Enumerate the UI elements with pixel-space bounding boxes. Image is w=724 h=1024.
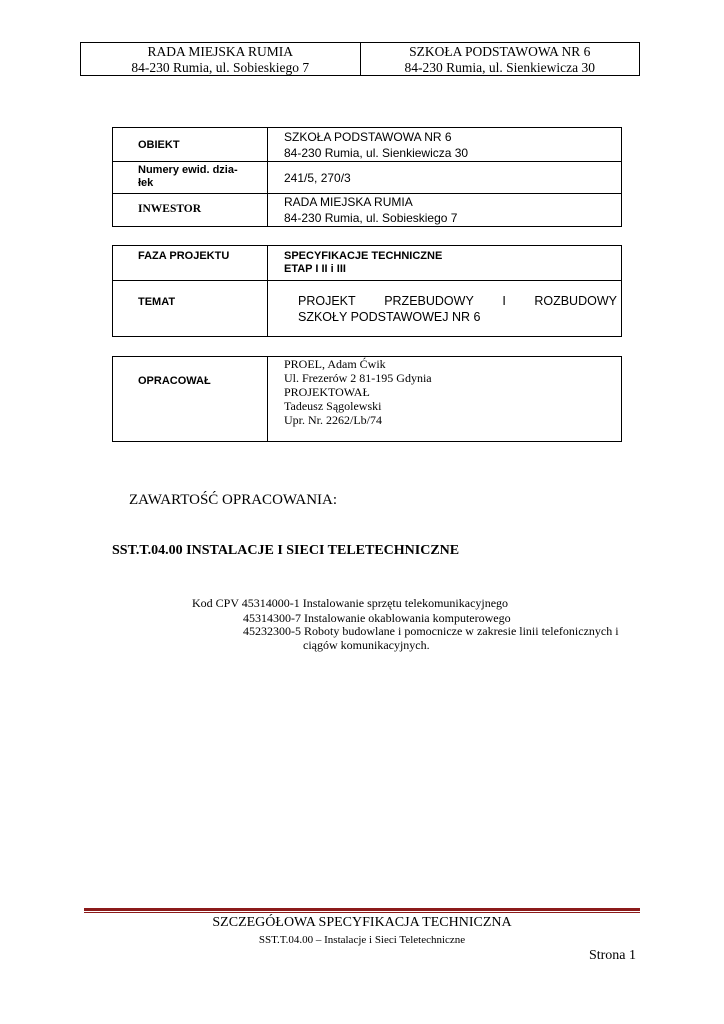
obiekt-address: 84-230 Rumia, ul. Sienkiewicza 30 [284,146,469,160]
opracowal-label: OPRACOWAŁ [138,375,211,387]
project-phase-table [112,245,622,337]
cpv-line: 45232300-5 Roboty budowlane i pomocnicze w zakresie linii telefonicznych i [243,624,619,638]
designer-label: PROJEKTOWAŁ [284,385,370,399]
author-company: PROEL, Adam Ćwik [284,357,386,371]
temat-label: TEMAT [138,296,176,308]
header-right-title: SZKOŁA PODSTAWOWA NR 6 [409,44,591,59]
table-row [113,357,622,442]
obiekt-name: SZKOŁA PODSTAWOWA NR 6 [284,130,452,144]
designer-name: Tadeusz Sągolewski [284,399,382,413]
footer-subtitle: SST.T.04.00 – Instalacje i Sieci Teletechniczne [258,934,466,946]
inwestor-address: 84-230 Rumia, ul. Sobieskiego 7 [284,211,458,225]
header-left-cell [81,43,361,75]
cpv-line: 45314300-7 Instalowanie okablowania komputerowego [243,611,511,625]
obiekt-label: OBIEKT [138,139,180,151]
faza-value: SPECYFIKACJE TECHNICZNE [284,250,443,262]
footer-divider [84,908,640,913]
header-right-cell [361,43,640,75]
table-row [113,162,622,194]
temat-line1: PROJEKT PRZEBUDOWY I ROZBUDOWY [298,294,617,308]
header-left-address: 84-230 Rumia, ul. Sobieskiego 7 [131,60,310,75]
faza-stage: ETAP I II i III [284,263,346,275]
inwestor-label: INWESTOR [138,203,202,215]
section-title: SST.T.04.00 INSTALACJE I SIECI TELETECHNICZNE [112,543,460,558]
table-row [113,281,622,337]
header-right-address: 84-230 Rumia, ul. Sienkiewicza 30 [404,60,595,75]
author-table [112,356,622,442]
numery-value: 241/5, 270/3 [284,171,351,185]
object-info-table [112,127,622,227]
document-header [80,42,640,76]
faza-label: FAZA PROJEKTU [138,250,230,262]
contents-heading: ZAWARTOŚĆ OPRACOWANIA: [129,492,338,508]
table-row [113,194,622,227]
numery-label: Numery ewid. dzia- łek [138,164,238,189]
author-address: Ul. Frezerów 2 81-195 Gdynia [284,371,432,385]
page-number: Strona 1 [588,948,636,963]
header-left-title: RADA MIEJSKA RUMIA [147,44,294,59]
designer-license: Upr. Nr. 2262/Lb/74 [284,413,382,427]
inwestor-name: RADA MIEJSKA RUMIA [284,195,413,209]
temat-line2: SZKOŁY PODSTAWOWEJ NR 6 [298,310,481,324]
table-row [113,246,622,281]
footer-title: SZCZEGÓŁOWA SPECYFIKACJA TECHNICZNA [212,915,512,930]
cpv-line: Kod CPV 45314000-1 Instalowanie sprzętu telekomunikacyjnego [192,596,509,610]
cpv-line: ciągów komunikacyjnych. [303,638,430,652]
table-row [113,128,622,162]
